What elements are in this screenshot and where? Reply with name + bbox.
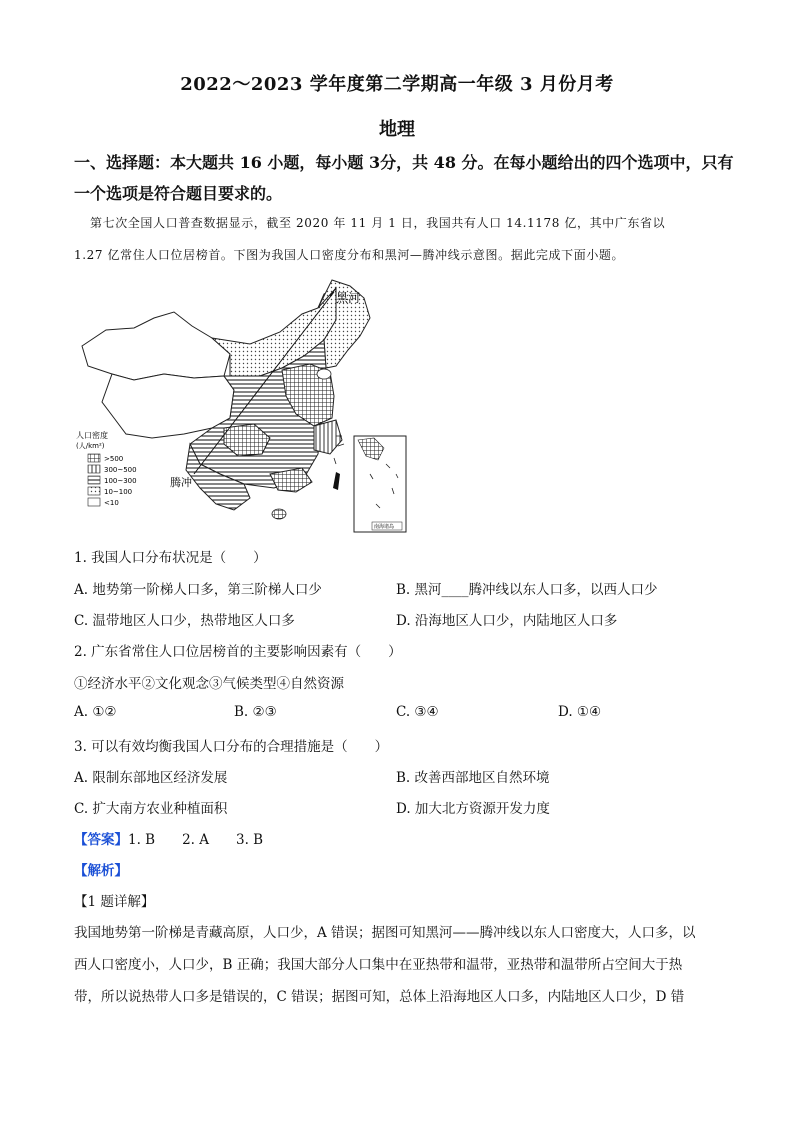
answer-text: 1. B 2. A 3. B — [128, 832, 264, 848]
analysis-label: 【解析】 — [74, 863, 128, 879]
region-hainan — [272, 509, 286, 519]
svg-text:南海诸岛: 南海诸岛 — [374, 524, 395, 530]
question-3-option-b[interactable]: B. 改善西部地区自然环境 — [396, 770, 550, 786]
question-1-option-d[interactable]: D. 沿海地区人口少，内陆地区人口多 — [396, 613, 618, 629]
question-2-option-a[interactable]: A. ①② — [74, 704, 117, 720]
svg-text:(人/km²): (人/km²) — [76, 442, 105, 450]
question-2-option-b[interactable]: B. ②③ — [234, 704, 277, 720]
svg-text:人口密度: 人口密度 — [76, 431, 108, 440]
question-3-option-d[interactable]: D. 加大北方资源开发力度 — [396, 801, 550, 817]
intro-line1: 第七次全国人口普查数据显示，截至 2020 年 11 月 1 日，我国共有人口 14.1178 亿，其中广东省以 — [90, 216, 666, 230]
question-3-option-a[interactable]: A. 限制东部地区经济发展 — [74, 770, 228, 786]
detail-title: 【1 题详解】 — [74, 894, 155, 910]
answer-line — [74, 828, 263, 848]
region-yangtze — [314, 420, 342, 454]
answer-label: 【答案】 — [74, 832, 128, 848]
explanation-line-1: 我国地势第一阶梯是青藏高原，人口少，A 错误；据图可知黑河——腾冲线以东人口密度大，人口多，以 — [74, 925, 696, 941]
map-legend — [76, 430, 137, 507]
south-china-sea-inset — [354, 436, 406, 532]
page-title: 2022～2023 学年度第二学期高一年级 3 月份月考 — [180, 74, 614, 95]
question-2-choices: ①经济水平②文化观念③气候类型④自然资源 — [74, 676, 344, 692]
svg-text:100~300: 100~300 — [104, 477, 137, 485]
question-3-option-c[interactable]: C. 扩大南方农业种植面积 — [74, 801, 228, 817]
region-taiwan — [333, 472, 340, 490]
subject-title: 地理 — [379, 119, 415, 140]
section-heading-line2: 一个选项是符合题目要求的。 — [74, 184, 283, 203]
question-2-option-c[interactable]: C. ③④ — [396, 704, 439, 720]
svg-text:300~500: 300~500 — [104, 466, 137, 474]
label-tengchong: 腾冲 — [170, 476, 192, 489]
intro-line2: 1.27 亿常住人口位居榜首。下图为我国人口密度分布和黑河—腾冲线示意图。据此完成下面小题。 — [74, 248, 625, 262]
question-1-option-a[interactable]: A. 地势第一阶梯人口多，第三阶梯人口少 — [74, 582, 322, 598]
region-northwest — [82, 312, 230, 380]
question-2-option-d[interactable]: D. ①④ — [558, 704, 602, 720]
question-3-stem: 3. 可以有效均衡我国人口分布的合理措施是（ ） — [74, 739, 389, 755]
svg-text:>500: >500 — [104, 455, 124, 463]
question-2-stem: 2. 广东省常住人口位居榜首的主要影响因素有（ ） — [74, 644, 402, 660]
explanation-line-2: 西人口密度小，人口少，B 正确；我国大部分人口集中在亚热带和温带，亚热带和温带所占空间大于热 — [74, 957, 683, 973]
svg-text:10~100: 10~100 — [104, 488, 133, 496]
label-heihe: 黑河 — [336, 291, 361, 305]
population-density-map — [74, 278, 410, 536]
section-heading-line1: 一、选择题：本大题共 16 小题，每小题 3分，共 48 分。在每小题给出的四个选项中，只有 — [74, 153, 734, 172]
explanation-line-3: 带，所以说热带人口多是错误的，C 错误；据图可知，总体上沿海地区人口多，内陆地区人口少，D 错 — [74, 989, 685, 1005]
svg-text:<10: <10 — [104, 499, 119, 507]
question-1-stem: 1. 我国人口分布状况是（ ） — [74, 550, 267, 566]
question-1-option-b[interactable]: B. 黑河____腾冲线以东人口多，以西人口少 — [396, 582, 658, 598]
question-1-option-c[interactable]: C. 温带地区人口少，热带地区人口多 — [74, 613, 295, 629]
